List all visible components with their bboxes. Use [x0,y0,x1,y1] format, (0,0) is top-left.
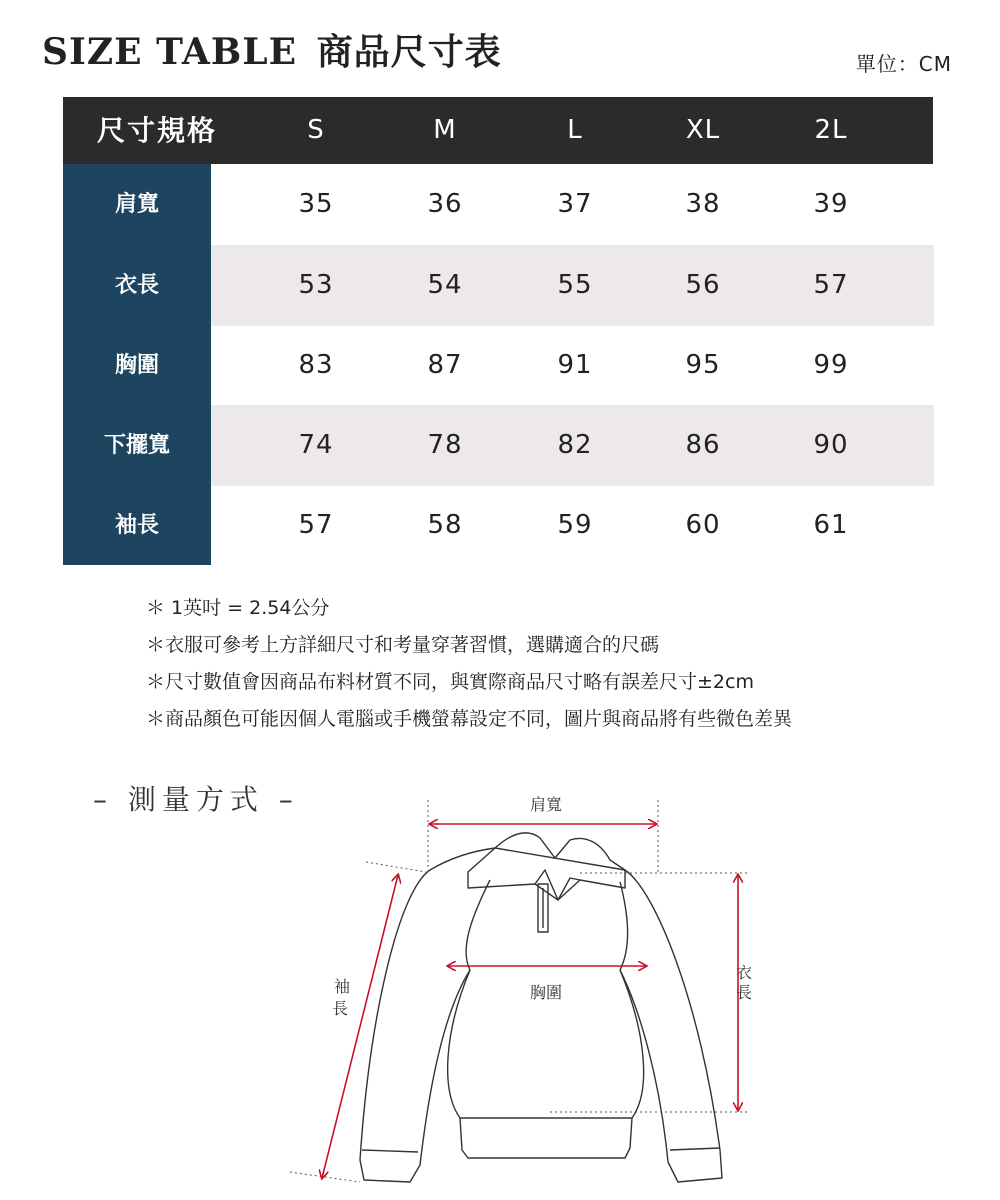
size-table [63,97,933,565]
notes-list [146,590,792,738]
header-label: 尺寸規格 [97,114,218,147]
row-label: 衣長 [63,245,211,326]
size-header-xl: XL [685,115,721,145]
table-row-chest [63,326,933,405]
table-cell: 87 [427,350,463,380]
length-label-2: 長 [735,983,752,1002]
table-cell: 59 [557,510,593,540]
table-header [63,97,933,164]
table-cell: 61 [813,510,849,540]
row-label: 下擺寬 [63,405,211,486]
row-label: 胸圍 [63,326,211,405]
note-item: ＊尺寸數值會因商品布料材質不同，與實際商品尺寸略有誤差尺寸±2cm [146,671,754,693]
table-cell: 86 [685,430,721,460]
table-cell: 74 [298,430,334,460]
sleeve-label-1: 袖 [334,977,351,996]
note-item: ＊ 1英吋 = 2.54公分 [146,597,330,619]
table-cell: 99 [813,350,849,380]
table-row-length [63,245,933,326]
table-cell: 83 [298,350,334,380]
table-cell: 36 [427,189,463,219]
table-cell: 53 [298,270,334,300]
sleeve-arrow [322,875,398,1178]
guide-lines [290,800,750,1182]
table-cell: 38 [685,189,721,219]
table-cell: 35 [298,189,334,219]
size-header-2l: 2L [814,115,848,145]
unit-label: 單位：CM [855,52,952,76]
table-row-shoulder [63,164,933,245]
size-header-m: M [433,115,457,145]
table-cell: 82 [557,430,593,460]
table-cell: 60 [685,510,721,540]
table-cell: 57 [298,510,334,540]
title-english: SIZE TABLE [42,31,298,73]
table-cell: 91 [557,350,593,380]
table-row-sleeve [63,486,933,565]
table-cell: 56 [685,270,721,300]
table-cell: 95 [685,350,721,380]
sleeve-label-2: 長 [332,999,349,1018]
size-header-s: S [307,115,325,145]
table-row-hem [63,405,933,486]
note-item: ＊衣服可參考上方詳細尺寸和考量穿著習慣，選購適合的尺碼 [146,634,660,656]
measure-title: – 測量方式 – [93,783,299,816]
table-cell: 90 [813,430,849,460]
row-label: 肩寬 [63,164,211,245]
table-cell: 54 [427,270,463,300]
table-cell: 78 [427,430,463,460]
table-cell: 55 [557,270,593,300]
measurement-diagram [280,780,750,1200]
page-title [42,24,502,75]
row-label: 袖長 [63,486,211,565]
table-cell: 57 [813,270,849,300]
sweatshirt-outline-icon [360,833,722,1182]
table-cell: 37 [557,189,593,219]
size-header-l: L [567,115,583,145]
table-cell: 39 [813,189,849,219]
title-chinese: 商品尺寸表 [316,32,502,73]
shoulder-label: 肩寬 [530,795,563,814]
table-cell: 58 [427,510,463,540]
chest-label: 胸圍 [530,983,563,1002]
note-item: ＊商品顏色可能因個人電腦或手機螢幕設定不同，圖片與商品將有些微色差異 [146,708,793,730]
length-label-1: 衣 [735,963,752,982]
